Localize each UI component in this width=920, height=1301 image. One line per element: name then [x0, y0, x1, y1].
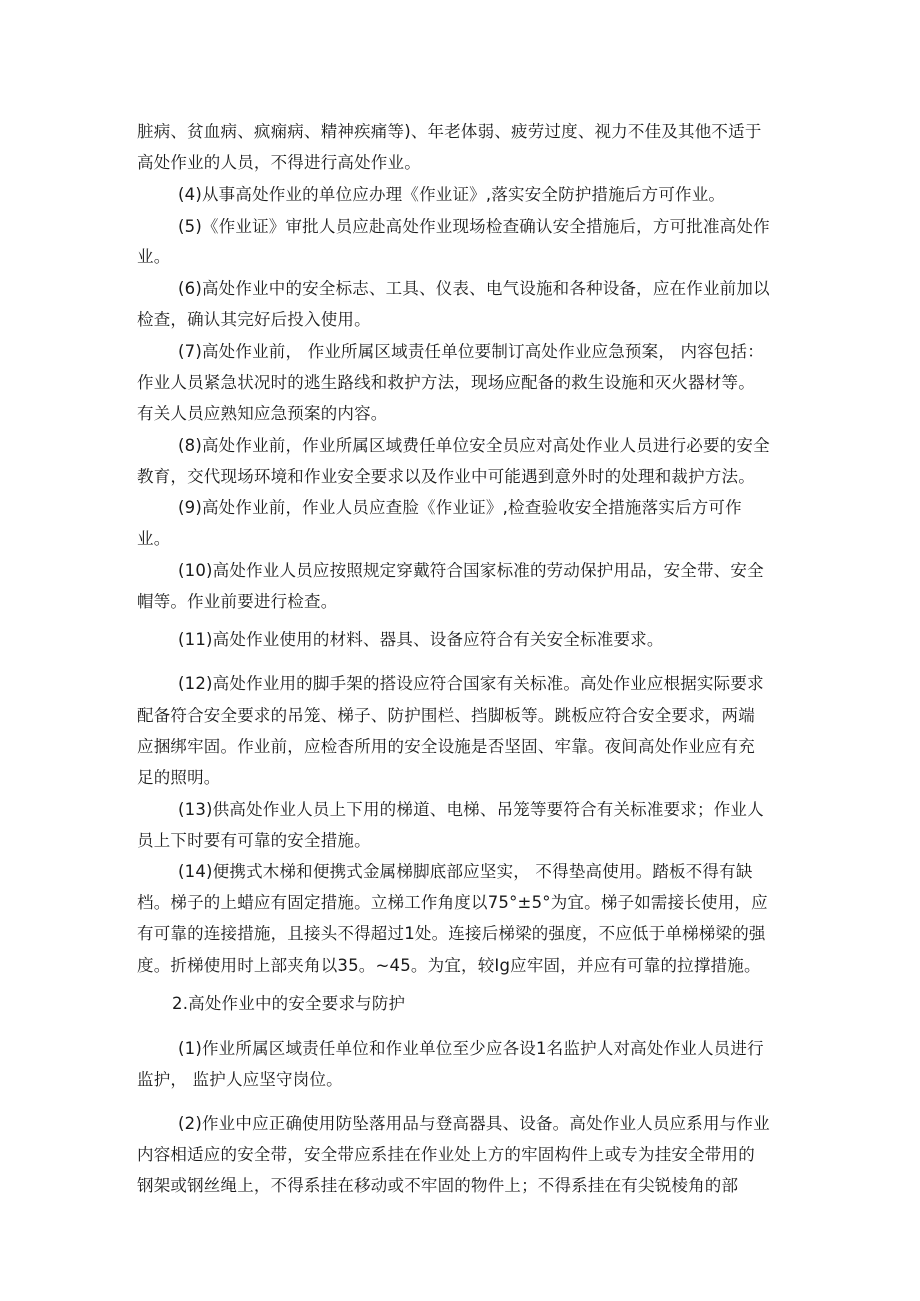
text-line: 教育，交代现场环境和作业安全要求以及作业中可能遇到意外时的处理和裁护方法。 [137, 467, 755, 486]
text-line: (7)高处作业前， 作业所属区域责任单位要制订高处作业应急预案， 内容包括： [178, 342, 764, 361]
text-line: 业。 [137, 247, 171, 266]
text-line: (11)高处作业使用的材料、器具、设备应符合有关安全标准要求。 [178, 630, 664, 649]
text-line: 监护， 监护人应坚守岗位。 [137, 1070, 343, 1089]
text-line: 档。梯子的上蜡应有固定措施。立梯工作角度以75°±5°为宜。梯子如需接长使用，应 [137, 893, 768, 912]
text-line: 检查，确认其完好后投入使用。 [137, 310, 371, 329]
text-line: 脏病、贫血病、疯痫病、精神疾痛等)、年老体弱、疲劳过度、视力不佳及其他不适于 [137, 122, 762, 141]
text-line: (2)作业中应正确使用防坠落用品与登高器具、设备。高处作业人员应系用与作业 [178, 1114, 770, 1133]
text-line: (8)高处作业前，作业所属区域费任单位安全员应对高处作业人员进行必要的安全 [178, 436, 770, 455]
text-line: 有可靠的连接措施，且接头不得超过1处。连接后梯梁的强度，不应低于单梯梯梁的强 [137, 924, 766, 943]
text-line: 有关人员应熟知应急预案的内容。 [137, 404, 388, 423]
text-line: 内容相适应的安全带，安全带应系挂在作业处上方的牢固构件上或专为挂安全带用的 [137, 1145, 755, 1164]
text-line: 配备符合安全要求的吊笼、梯子、防护围栏、挡脚板等。跳板应符合安全要求，两端 [137, 706, 755, 725]
text-line: (13)供高处作业人员上下用的梯道、电梯、吊笼等要符合有关标准要求；作业人 [178, 800, 764, 819]
text-line: (1)作业所属区域责任单位和作业单位至少应各设1名监护人对高处作业人员进行 [178, 1039, 764, 1058]
text-line: (12)高处作业用的脚手架的搭设应符合国家有关标准。高处作业应根据实际要求 [178, 674, 764, 693]
text-line: 足的照明。 [137, 768, 221, 787]
text-line: (4)从事高处作业的单位应办理《作业证》,落实安全防护措施后方可作业。 [178, 185, 726, 204]
text-line: 业。 [137, 529, 171, 548]
text-line: (6)高处作业中的安全标志、工具、仪表、电气设施和各种设备，应在作业前加以 [178, 279, 770, 298]
section-heading: 2.高处作业中的安全要求与防护 [172, 994, 406, 1013]
text-line: (10)高处作业人员应按照规定穿戴符合国家标准的劳动保护用品，安全带、安全 [178, 561, 764, 580]
text-line: 钢架或钢丝绳上，不得系挂在移动或不牢固的物件上；不得系挂在有尖锐棱角的部 [137, 1176, 739, 1195]
text-line: (14)便携式木梯和便携式金属梯脚底部应坚实， 不得垫高使用。踏板不得有缺 [178, 862, 753, 881]
text-line: 员上下时要有可靠的安全措施。 [137, 831, 371, 850]
text-line: 帽等。作业前要进行检查。 [137, 592, 338, 611]
text-line: (5)《作业证》审批人员应赴高处作业现场检查确认安全措施后，方可批准高处作 [178, 217, 770, 236]
text-line: 高处作业的人员，不得进行高处作业。 [137, 153, 421, 172]
text-line: 应捆绑牢固。作业前，应检杳所用的安全设施是否坚固、牢靠。夜间高处作业应有充 [137, 737, 755, 756]
text-line: (9)高处作业前，作业人员应查脸《作业证》,检查验收安全措施落实后方可作 [178, 498, 742, 517]
text-line: 作业人员紧急状况时的逃生路线和救护方法，现场应配备的救生设施和灭火器材等。 [137, 373, 755, 392]
text-line: 度。折梯使用时上部夹角以35。~45。为宜，较Ig应牢固，并应有可靠的拉撑措施。 [137, 956, 761, 975]
